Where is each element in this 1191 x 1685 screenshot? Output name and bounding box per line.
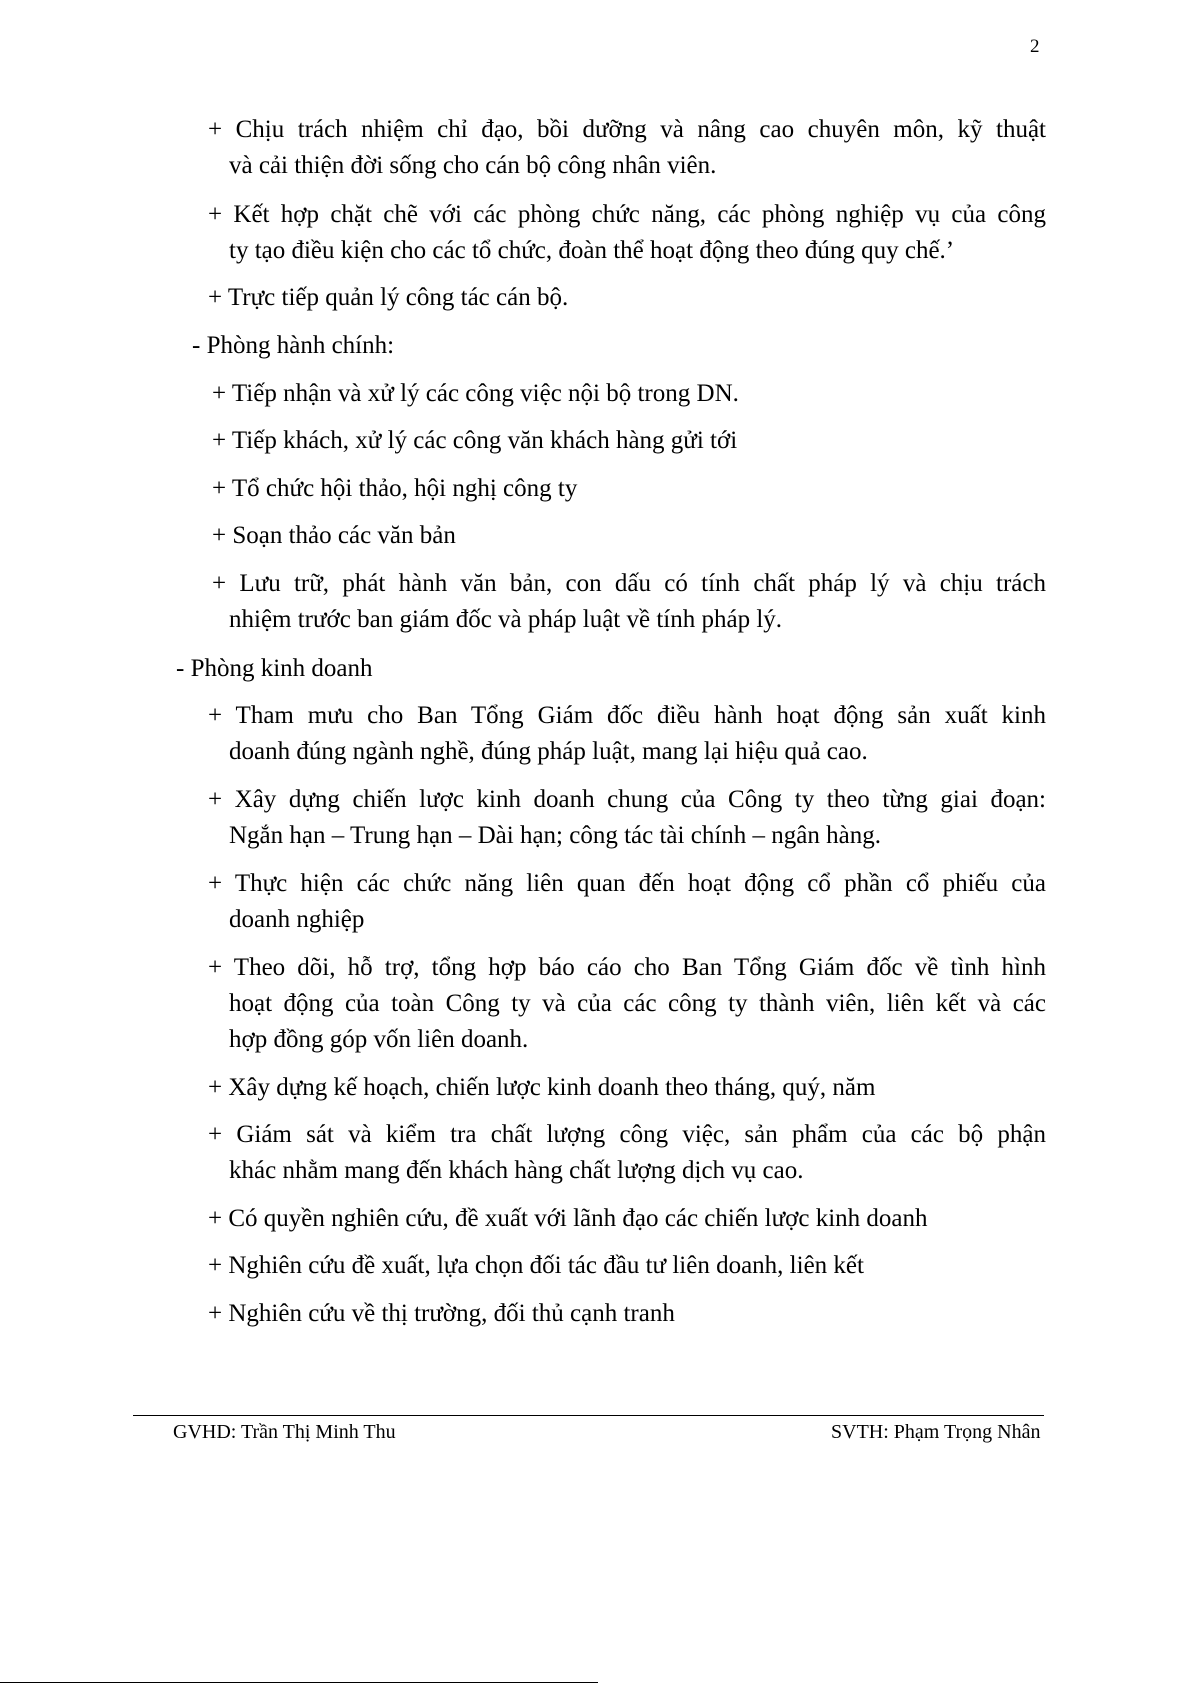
text-line: + Xây dựng chiến lược kinh doanh chung của Công ty theo từng giai đoạn: — [208, 786, 1046, 813]
text-line: hoạt động của toàn Công ty và của các công ty thành viên, liên kết và các — [229, 990, 1046, 1017]
page-number: 2 — [1030, 36, 1040, 57]
text-line: doanh đúng ngành nghề, đúng pháp luật, mang lại hiệu quả cao. — [229, 738, 868, 765]
footer-instructor: GVHD: Trần Thị Minh Thu — [173, 1421, 396, 1443]
text-line: + Thực hiện các chức năng liên quan đến hoạt động cổ phần cổ phiếu của — [208, 870, 1046, 897]
text-line: khác nhằm mang đến khách hàng chất lượng dịch vụ cao. — [229, 1157, 804, 1184]
text-line: và cải thiện đời sống cho cán bộ công nhân viên. — [229, 152, 717, 179]
text-line: + Chịu trách nhiệm chỉ đạo, bồi dưỡng và nâng cao chuyên môn, kỹ thuật — [208, 116, 1046, 143]
text-line: ty tạo điều kiện cho các tổ chức, đoàn thể hoạt động theo đúng quy chế.’ — [229, 237, 955, 264]
text-line: + Kết hợp chặt chẽ với các phòng chức năng, các phòng nghiệp vụ của công — [208, 201, 1046, 228]
text-line: + Lưu trữ, phát hành văn bản, con dấu có tính chất pháp lý và chịu trách — [212, 570, 1046, 597]
text-line: + Xây dựng kế hoạch, chiến lược kinh doanh theo tháng, quý, năm — [208, 1074, 876, 1101]
text-line: + Tham mưu cho Ban Tổng Giám đốc điều hành hoạt động sản xuất kinh — [208, 702, 1046, 729]
text-line: + Giám sát và kiểm tra chất lượng công việc, sản phẩm của các bộ phận — [208, 1121, 1046, 1148]
text-line: + Tiếp khách, xử lý các công văn khách hàng gửi tới — [212, 427, 738, 454]
text-line: + Soạn thảo các văn bản — [212, 522, 456, 549]
footer-divider — [133, 1415, 1044, 1416]
text-line: + Nghiên cứu về thị trường, đối thủ cạnh tranh — [208, 1300, 675, 1327]
text-line: hợp đồng góp vốn liên doanh. — [229, 1026, 529, 1053]
text-line: + Tổ chức hội thảo, hội nghị công ty — [212, 475, 578, 502]
text-line: + Nghiên cứu đề xuất, lựa chọn đối tác đầu tư liên doanh, liên kết — [208, 1252, 864, 1279]
text-line: + Theo dõi, hỗ trợ, tổng hợp báo cáo cho Ban Tổng Giám đốc về tình hình — [208, 954, 1046, 981]
text-line: doanh nghiệp — [229, 906, 365, 933]
text-line: - Phòng hành chính: — [192, 332, 395, 359]
text-line: + Tiếp nhận và xử lý các công việc nội bộ trong DN. — [212, 380, 739, 407]
text-line: + Trực tiếp quản lý công tác cán bộ. — [208, 284, 569, 311]
text-line: nhiệm trước ban giám đốc và pháp luật về tính pháp lý. — [229, 606, 783, 633]
footer-student: SVTH: Phạm Trọng Nhân — [831, 1421, 1041, 1443]
text-line: - Phòng kinh doanh — [176, 655, 373, 682]
text-line: + Có quyền nghiên cứu, đề xuất với lãnh đạo các chiến lược kinh doanh — [208, 1205, 928, 1232]
text-line: Ngắn hạn – Trung hạn – Dài hạn; công tác tài chính – ngân hàng. — [229, 822, 881, 849]
page-bottom-rule — [0, 1682, 598, 1683]
